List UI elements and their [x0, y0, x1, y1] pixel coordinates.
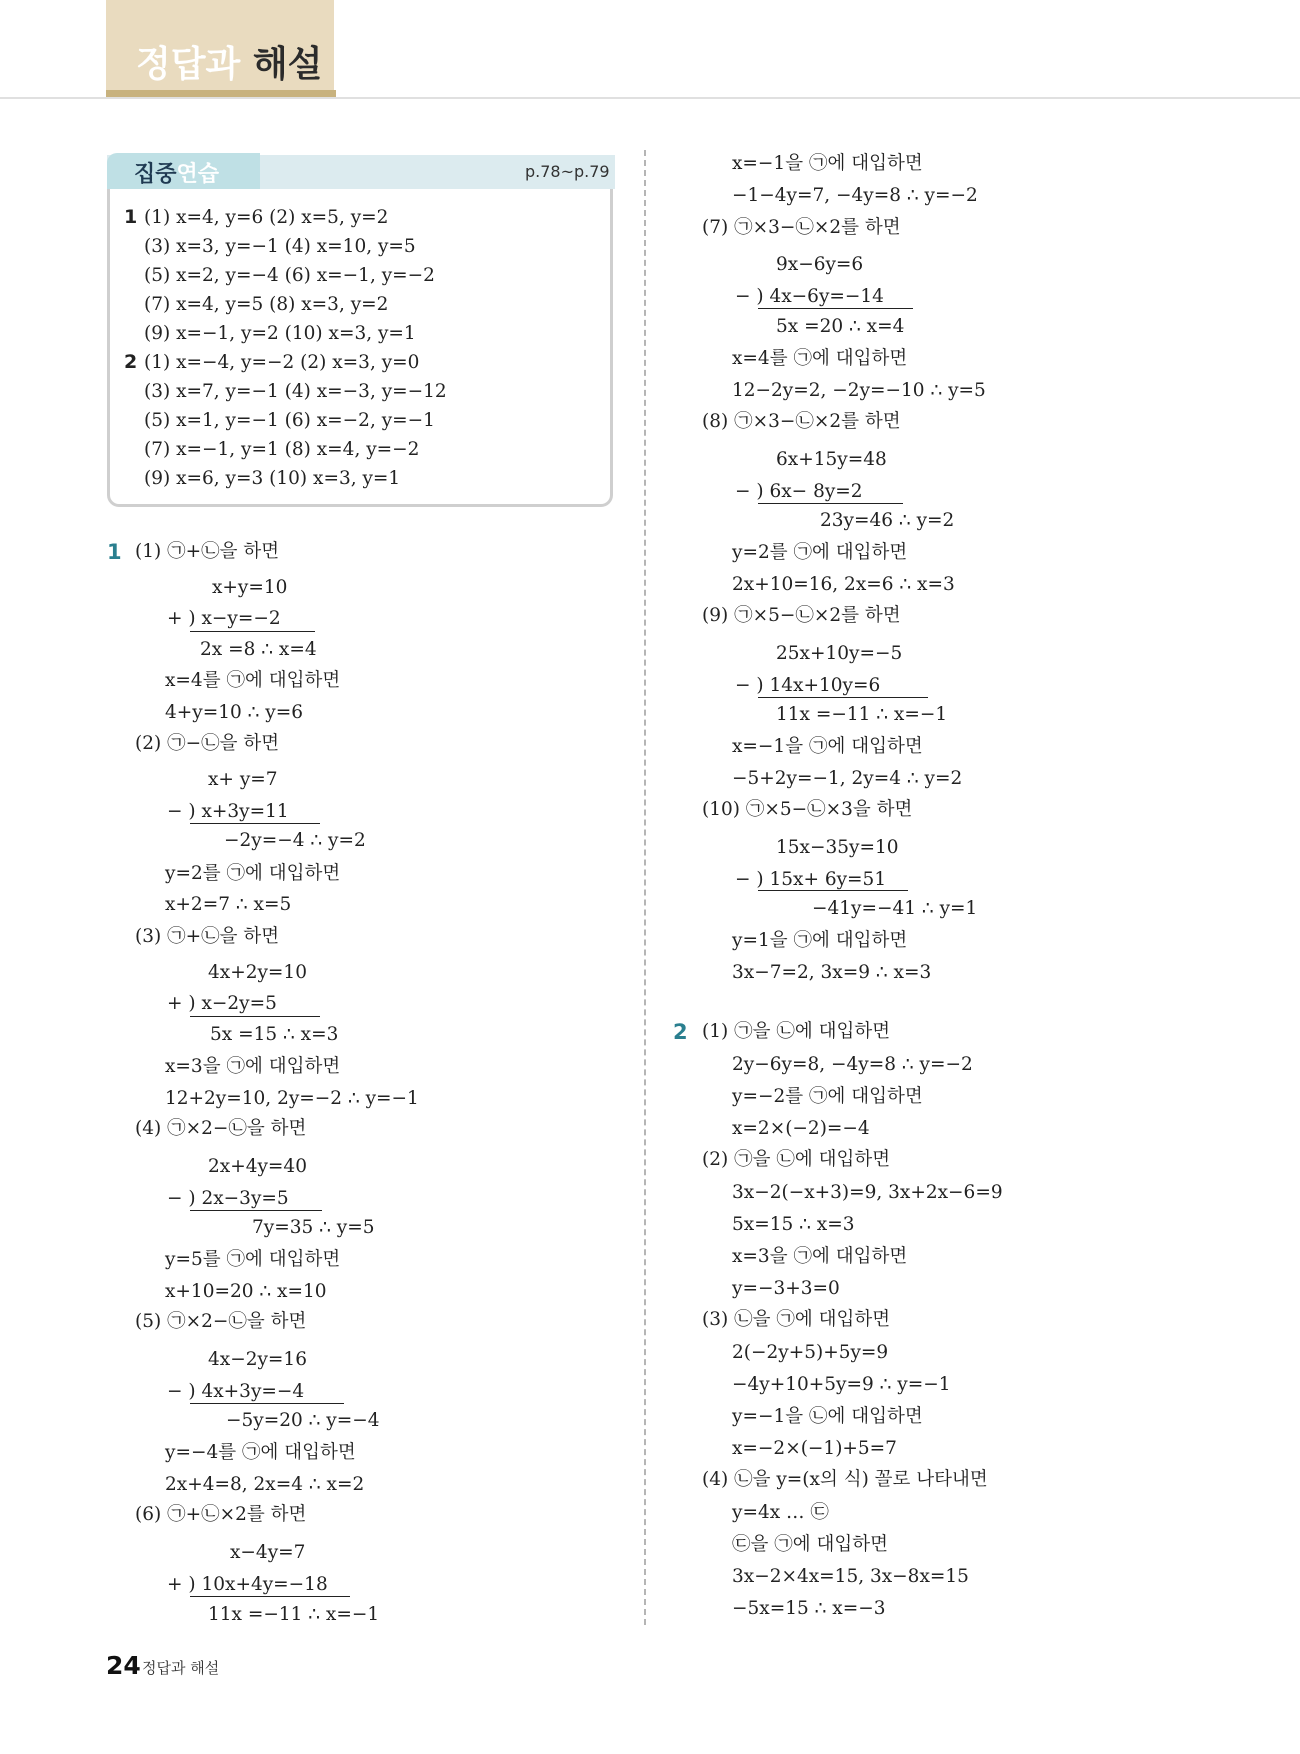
- solution-line: y=−2를 ㉠에 대입하면: [732, 1086, 923, 1107]
- solution-line: − ) x+3y=11: [167, 801, 289, 822]
- solution-line: (9) ㉠×5−㉡×2를 하면: [702, 605, 901, 626]
- solution-line: 15x−35y=10: [776, 837, 899, 858]
- solution-line: 5x =15 ∴ x=3: [210, 1024, 339, 1045]
- solution-line: 2(−2y+5)+5y=9: [732, 1342, 889, 1363]
- solution-line: − ) 2x−3y=5: [167, 1188, 289, 1209]
- solution-line: y=2를 ㉠에 대입하면: [165, 863, 341, 884]
- solution-line: + ) 10x+4y=−18: [167, 1574, 328, 1595]
- solution-line: −4y+10+5y=9 ∴ y=−1: [732, 1374, 951, 1395]
- solution-line: (2) ㉠−㉡을 하면: [135, 733, 280, 754]
- solution-line: + ) x−2y=5: [167, 993, 277, 1014]
- summary-answer-line: (1) x=4, y=6 (2) x=5, y=2: [144, 207, 389, 228]
- summary-problem-number: 1: [124, 206, 138, 228]
- calc-underline: [758, 697, 928, 698]
- solution-line: 2x =8 ∴ x=4: [200, 639, 317, 660]
- solution-line: 5x=15 ∴ x=3: [732, 1214, 855, 1235]
- solution-line: x+ y=7: [208, 769, 278, 790]
- solution-line: 7y=35 ∴ y=5: [252, 1217, 375, 1238]
- solution-line: −41y=−41 ∴ y=1: [812, 898, 978, 919]
- page-title: [136, 36, 322, 87]
- summary-title-light: 연습: [176, 162, 220, 187]
- solution-line: y=−1을 ㉡에 대입하면: [732, 1406, 923, 1427]
- solution-line: x=−2×(−1)+5=7: [732, 1438, 897, 1459]
- solution-line: 3x−2(−x+3)=9, 3x+2x−6=9: [732, 1182, 1003, 1203]
- solution-line: 6x+15y=48: [776, 449, 887, 470]
- solution-line: −2y=−4 ∴ y=2: [224, 830, 366, 851]
- calc-underline: [190, 631, 315, 632]
- solution-line: (6) ㉠+㉡×2를 하면: [135, 1504, 307, 1525]
- calc-underline: [190, 1403, 344, 1404]
- summary-answer-line: (7) x=4, y=5 (8) x=3, y=2: [144, 294, 389, 315]
- solution-line: (5) ㉠×2−㉡을 하면: [135, 1311, 307, 1332]
- summary-answer-line: (1) x=−4, y=−2 (2) x=3, y=0: [144, 352, 420, 373]
- summary-answer-line: (3) x=3, y=−1 (4) x=10, y=5: [144, 236, 416, 257]
- solution-line: −5y=20 ∴ y=−4: [226, 1410, 380, 1431]
- solution-line: 11x =−11 ∴ x=−1: [776, 704, 948, 725]
- solution-line: (1) ㉠+㉡을 하면: [135, 541, 280, 562]
- column-divider: [644, 150, 646, 1625]
- solution-line: (8) ㉠×3−㉡×2를 하면: [702, 411, 901, 432]
- solution-line: 11x =−11 ∴ x=−1: [208, 1604, 380, 1625]
- solution-line: ㉢을 ㉠에 대입하면: [732, 1534, 888, 1555]
- solution-line: (3) ㉡을 ㉠에 대입하면: [702, 1309, 891, 1330]
- question-1-number: 1: [107, 540, 122, 564]
- solution-line: 2x+4=8, 2x=4 ∴ x=2: [165, 1474, 365, 1495]
- summary-answer-line: (3) x=7, y=−1 (4) x=−3, y=−12: [144, 381, 447, 402]
- solution-line: y=−4를 ㉠에 대입하면: [165, 1442, 356, 1463]
- solution-line: − ) 4x−6y=−14: [735, 286, 884, 307]
- solution-line: 23y=46 ∴ y=2: [820, 510, 955, 531]
- solution-line: (3) ㉠+㉡을 하면: [135, 926, 280, 947]
- solution-line: y=2를 ㉠에 대입하면: [732, 542, 908, 563]
- solution-line: x+2=7 ∴ x=5: [165, 894, 292, 915]
- solution-line: 2x+10=16, 2x=6 ∴ x=3: [732, 574, 955, 595]
- summary-title-dark: 집중: [134, 162, 177, 187]
- solution-line: + ) x−y=−2: [167, 608, 281, 629]
- solution-line: x=3을 ㉠에 대입하면: [732, 1246, 908, 1267]
- solution-line: 5x =20 ∴ x=4: [776, 316, 905, 337]
- solution-line: (1) ㉠을 ㉡에 대입하면: [702, 1021, 891, 1042]
- solution-line: (4) ㉠×2−㉡을 하면: [135, 1118, 307, 1139]
- summary-answer-line: (7) x=−1, y=1 (8) x=4, y=−2: [144, 439, 420, 460]
- solution-line: y=5를 ㉠에 대입하면: [165, 1249, 341, 1270]
- solution-line: (10) ㉠×5−㉡×3을 하면: [702, 799, 913, 820]
- solution-line: 3x−2×4x=15, 3x−8x=15: [732, 1566, 969, 1587]
- solution-line: − ) 6x− 8y=2: [735, 481, 863, 502]
- solution-line: 2y−6y=8, −4y=8 ∴ y=−2: [732, 1054, 973, 1075]
- solution-line: 3x−7=2, 3x=9 ∴ x=3: [732, 962, 932, 983]
- footer-label: 정답과 해설: [142, 1659, 220, 1677]
- calc-underline: [758, 503, 903, 504]
- solution-line: − ) 14x+10y=6: [735, 675, 881, 696]
- solution-line: x=3을 ㉠에 대입하면: [165, 1056, 341, 1077]
- solution-line: 4x+2y=10: [208, 962, 307, 983]
- solution-line: x=−1을 ㉠에 대입하면: [732, 153, 923, 174]
- solution-line: − ) 4x+3y=−4: [167, 1381, 305, 1402]
- summary-answer-line: (9) x=6, y=3 (10) x=3, y=1: [144, 468, 401, 489]
- page-number: 24: [106, 1651, 141, 1680]
- solution-line: 2x+4y=40: [208, 1156, 307, 1177]
- solution-line: 12−2y=2, −2y=−10 ∴ y=5: [732, 380, 986, 401]
- solution-line: −1−4y=7, −4y=8 ∴ y=−2: [732, 185, 978, 206]
- summary-problem-number: 2: [124, 351, 138, 373]
- solution-line: x=2×(−2)=−4: [732, 1118, 870, 1139]
- solution-line: x+y=10: [212, 577, 288, 598]
- solution-line: x=4를 ㉠에 대입하면: [732, 348, 908, 369]
- solution-line: 12+2y=10, 2y=−2 ∴ y=−1: [165, 1088, 419, 1109]
- page-title-dark: 해설: [252, 44, 323, 85]
- solution-line: y=1을 ㉠에 대입하면: [732, 930, 908, 951]
- solution-line: (4) ㉡을 y=(x의 식) 꼴로 나타내면: [702, 1469, 988, 1490]
- question-2-number: 2: [673, 1020, 688, 1044]
- solution-line: 4x−2y=16: [208, 1349, 307, 1370]
- solution-line: (7) ㉠×3−㉡×2를 하면: [702, 217, 901, 238]
- solution-line: y=4x … ㉢: [732, 1502, 829, 1523]
- solution-line: − ) 15x+ 6y=51: [735, 869, 887, 890]
- calc-underline: [190, 823, 320, 824]
- calc-underline: [758, 890, 908, 891]
- summary-answer-line: (9) x=−1, y=2 (10) x=3, y=1: [144, 323, 416, 344]
- solution-line: y=−3+3=0: [732, 1278, 840, 1299]
- summary-box-title: [134, 157, 219, 188]
- calc-underline: [190, 1016, 320, 1017]
- header-rule: [0, 97, 1300, 99]
- solution-line: 9x−6y=6: [776, 254, 864, 275]
- page-title-light: 정답과: [136, 44, 241, 85]
- solution-line: −5+2y=−1, 2y=4 ∴ y=2: [732, 768, 963, 789]
- solution-line: x=−1을 ㉠에 대입하면: [732, 736, 923, 757]
- solution-line: 25x+10y=−5: [776, 643, 903, 664]
- solution-line: 4+y=10 ∴ y=6: [165, 702, 304, 723]
- summary-answer-line: (5) x=1, y=−1 (6) x=−2, y=−1: [144, 410, 435, 431]
- calc-underline: [190, 1596, 350, 1597]
- calc-underline: [190, 1210, 322, 1211]
- summary-answer-line: (5) x=2, y=−4 (6) x=−1, y=−2: [144, 265, 435, 286]
- summary-page-ref: p.78~p.79: [525, 162, 610, 181]
- calc-underline: [758, 308, 913, 309]
- solution-line: −5x=15 ∴ x=−3: [732, 1598, 886, 1619]
- solution-line: (2) ㉠을 ㉡에 대입하면: [702, 1149, 891, 1170]
- solution-line: x−4y=7: [230, 1542, 306, 1563]
- solution-line: x+10=20 ∴ x=10: [165, 1281, 327, 1302]
- solution-line: x=4를 ㉠에 대입하면: [165, 670, 341, 691]
